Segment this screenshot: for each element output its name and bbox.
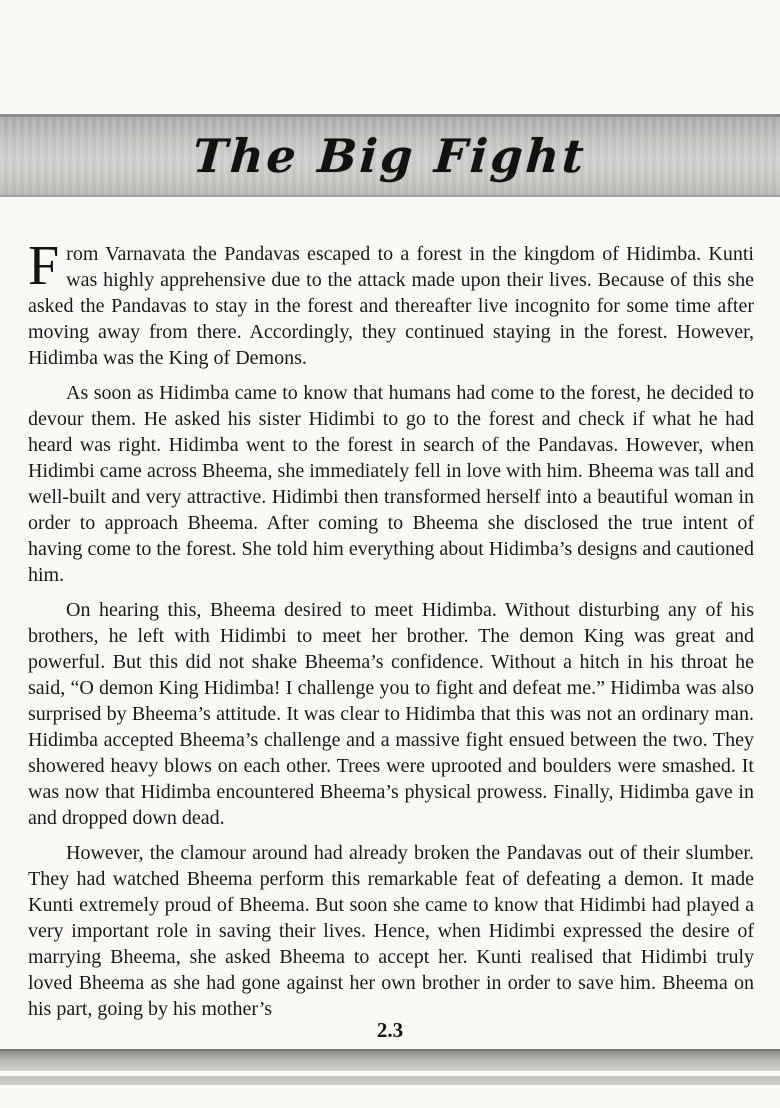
paragraph: As soon as Hidimba came to know that humans had come to the forest, he decided to devour them. He asked his sister Hidimbi to go to the forest and check if what he had heard was right. Hidimba went to the forest in search of the Pandavas. However, when Hidimbi came across Bheema, she immediately fell in love with him. Bheema was tall and well-built and very attractive. Hidimbi then transformed herself into a beautiful woman in order to approach Bheema. After coming to Bheema she disclosed the true intent of having come to the forest. She told him everything about Hidimba’s designs and cautioned him. <box>28 382 754 586</box>
bottom-margin <box>0 1085 780 1108</box>
paragraph-text: rom Varnavata the Pandavas escaped to a forest in the kingdom of Hidimba. Kunti was highly apprehensive due to the attack made upon their lives. Because of this she asked the Pandavas to stay in the forest and thereafter live incognito for some time after moving away from there. Accordingly, they continued staying in the forest. However, Hidimba was the King of Demons. <box>28 243 754 369</box>
divider-band <box>0 1049 780 1071</box>
page-footer <box>0 1018 780 1108</box>
divider-band-2 <box>0 1076 780 1085</box>
page-number: 2.3 <box>376 1018 404 1042</box>
title-banner <box>0 114 780 197</box>
paragraph: However, the clamour around had already broken the Pandavas out of their slumber. They had watched Bheema perform this remarkable feat of defeating a demon. It made Kunti extremely proud of Bheema. But soon she came to know that Hidimbi had played a very important role in saving their lives. Hence, when Hidimbi expressed the desire of marrying Bheema, she asked Bheema to accept her. Kunti realised that Hidimbi truly loved Bheema as she had gone against her own brother in order to save him. Bheema on his part, going by his mother’s <box>28 842 754 1020</box>
page-body <box>28 235 754 1031</box>
page-title: The Big Fight <box>191 129 589 183</box>
paragraph: On hearing this, Bheema desired to meet Hidimba. Without disturbing any of his brothers, he left with Hidimbi to meet her brother. The demon King was great and powerful. But this did not shake Bheema’s confidence. Without a hitch in his throat he said, “O demon King Hidimba! I challenge you to fight and defeat me.” Hidimba was also surprised by Bheema’s attitude. It was clear to Hidimba that this was not an ordinary man. Hidimba accepted Bheema’s challenge and a massive fight ensued between the two. They showered heavy blows on each other. Trees were uprooted and boulders were smashed. It was now that Hidimba encountered Bheema’s physical prowess. Finally, Hidimba gave in and dropped down dead. <box>28 599 754 829</box>
paragraph <box>28 235 754 371</box>
drop-cap: F <box>28 235 60 297</box>
